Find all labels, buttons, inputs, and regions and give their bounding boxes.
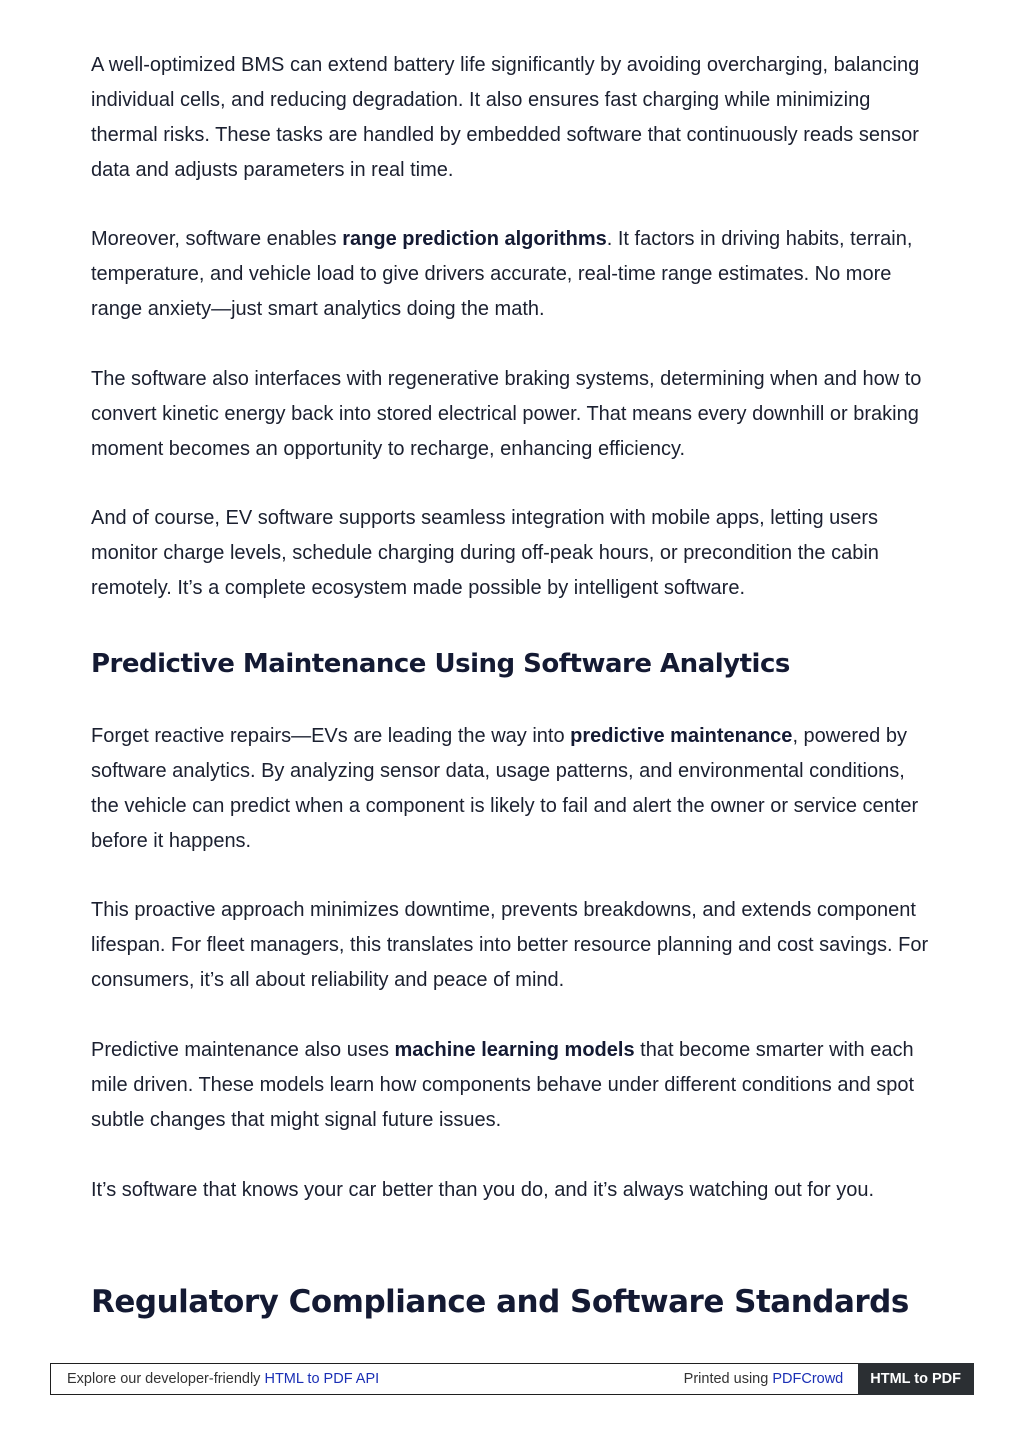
paragraph-bms: A well-optimized BMS can extend battery life significantly by avoiding overcharging, balancing individual cells, and reducing degradation. It also ensures fast charging while minimizing thermal risks. These tasks are handled by embedded software that continuously reads sensor data and adjusts parameters in real time. [91, 54, 920, 181]
pdfcrowd-link[interactable]: PDFCrowd [772, 1371, 844, 1387]
heading-regulatory-compliance: Regulatory Compliance and Software Standards [91, 1284, 909, 1320]
bold-range-prediction: range prediction algorithms [342, 228, 607, 250]
html-to-pdf-api-link[interactable]: HTML to PDF API [264, 1371, 380, 1387]
heading-predictive-maintenance: Predictive Maintenance Using Software Analytics [91, 649, 790, 679]
bold-machine-learning: machine learning models [394, 1039, 635, 1061]
paragraph-proactive-approach: This proactive approach minimizes downtime, prevents breakdowns, and extends component lifespan. For fleet managers, this translates into better resource planning and cost savings. For consumers, it’s all about reliability and peace of mind. [91, 899, 929, 991]
paragraph-machine-learning: Predictive maintenance also uses machine learning models that become smarter with each mile driven. These models learn how components behave under different conditions and spot subtle changes that might signal future issues. [91, 1039, 915, 1131]
footer-explore: Explore our developer-friendly HTML to PDF API [67, 1371, 380, 1387]
pdfcrowd-footer [50, 1363, 974, 1395]
paragraph-predictive-intro: Forget reactive repairs—EVs are leading the way into predictive maintenance, powered by software analytics. By analyzing sensor data, usage patterns, and environmental conditions, the vehicle can predict when a component is likely to fail and alert the owner or service center before it happens. [91, 725, 919, 852]
paragraph-knows-your-car: It’s software that knows your car better than you do, and it’s always watching out for you. [91, 1179, 875, 1201]
paragraph-mobile-apps: And of course, EV software supports seamless integration with mobile apps, letting users monitor charge levels, schedule charging during off-peak hours, or precondition the cabin remotely. It’s a complete ecosystem made possible by intelligent software. [91, 507, 879, 599]
paragraph-regenerative-braking: The software also interfaces with regenerative braking systems, determining when and how to convert kinetic energy back into stored electrical power. That means every downhill or braking moment becomes an opportunity to recharge, enhancing efficiency. [91, 368, 922, 460]
bold-predictive-maintenance: predictive maintenance [570, 725, 793, 747]
paragraph-range-prediction: Moreover, software enables range prediction algorithms. It factors in driving habits, terrain, temperature, and vehicle load to give drivers accurate, real-time range estimates. No more range anxiety—just smart analytics doing the math. [91, 228, 913, 320]
html-to-pdf-button[interactable]: HTML to PDF [858, 1363, 974, 1395]
footer-printed-using: Printed using PDFCrowd [683, 1371, 844, 1387]
